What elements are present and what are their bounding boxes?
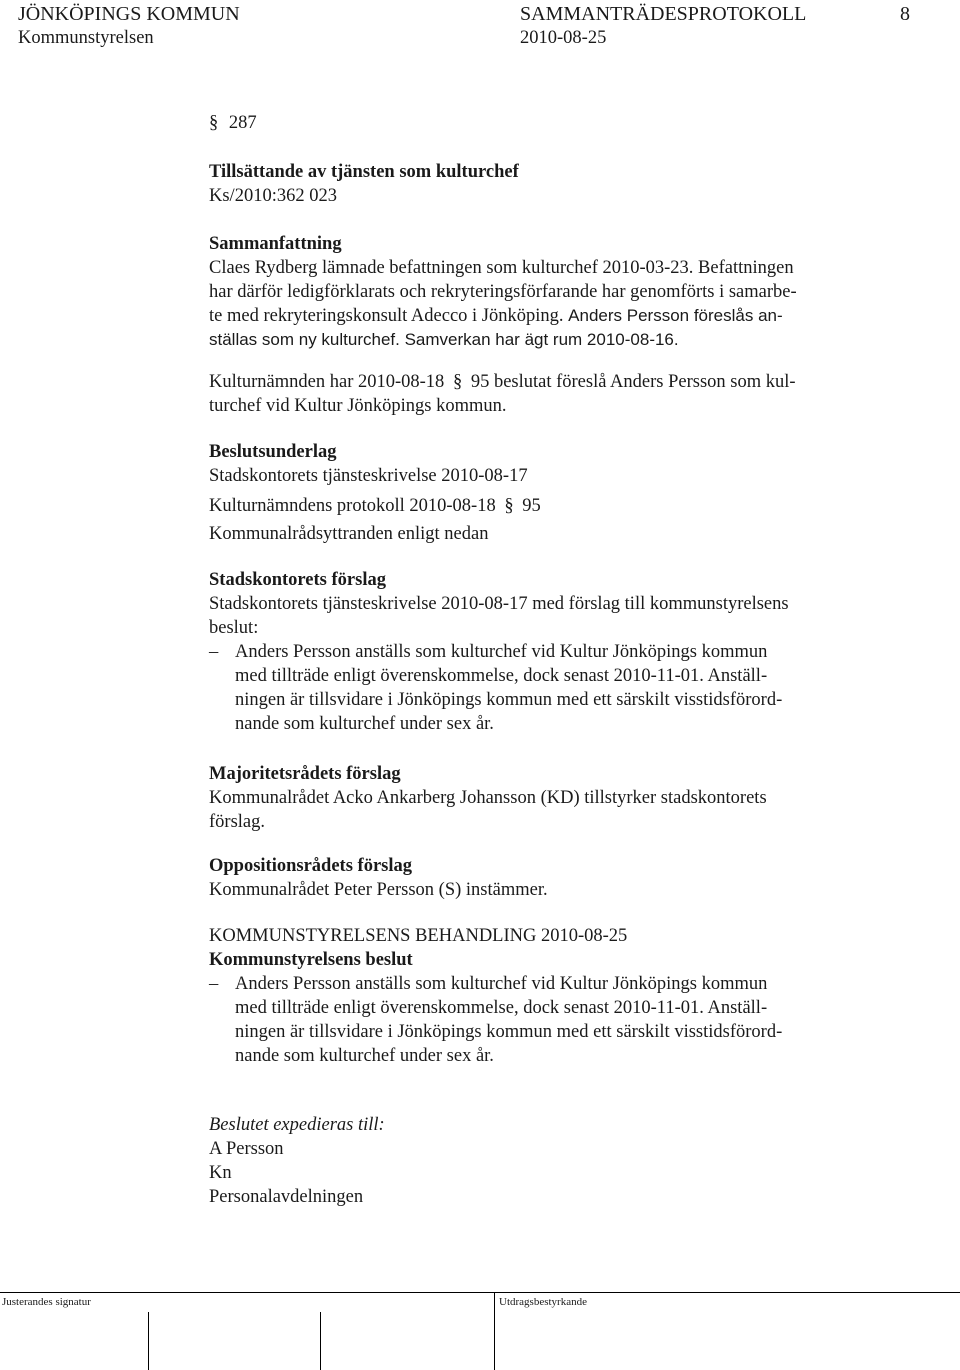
kulturnamnd-line-1-post: 95 beslutat föreslå Anders Persson som kul- <box>470 372 796 392</box>
stadskontoret-bullet-1: Anders Persson anställs som kulturchef vid Kultur Jönköpings kommun <box>235 642 768 662</box>
section-ref: Ks/2010:362 023 <box>209 186 337 206</box>
behandling-bullet-3: ningen är tillsvidare i Jönköpings kommun med ett särskilt visstidsförord- <box>235 1022 783 1042</box>
section-symbol-inline-2: § <box>504 496 514 516</box>
summary-line-2: har därför ledigförklarats och rekryteringsförfarande har genomförts i samarbe- <box>209 282 797 302</box>
behandling-bullet-1: Anders Persson anställs som kulturchef vid Kultur Jönköpings kommun <box>235 974 768 994</box>
stadskontoret-bullet-2: med tillträde enligt överenskommelse, dock senast 2010-11-01. Anställ- <box>235 666 768 686</box>
signature-box-divider-2 <box>320 1312 321 1370</box>
kulturnamnd-line-1-pre: Kulturnämnden har 2010-08-18 <box>209 372 445 392</box>
behandling-bullet-2: med tillträde enligt överenskommelse, dock senast 2010-11-01. Anställ- <box>235 998 768 1018</box>
summary-line-3 <box>209 304 783 328</box>
behandling-heading: KOMMUNSTYRELSENS BEHANDLING 2010-08-25 <box>209 926 628 946</box>
stadskontoret-line-2: beslut: <box>209 618 259 638</box>
underlag-item-2-post: 95 <box>522 496 541 516</box>
summary-line-1: Claes Rydberg lämnade befattningen som kulturchef 2010-03-23. Befattningen <box>209 258 794 278</box>
underlag-item-3: Kommunalrådsyttranden enligt nedan <box>209 524 489 544</box>
opposition-heading: Oppositionsrådets förslag <box>209 856 413 876</box>
expedieras-heading: Beslutet expedieras till: <box>209 1115 385 1135</box>
majoritet-line-1: Kommunalrådet Acko Ankarberg Johansson (KD) tillstyrker stadskontorets <box>209 788 767 808</box>
majoritet-heading: Majoritetsrådets förslag <box>209 764 401 784</box>
stadskontoret-bullet-3: ningen är tillsvidare i Jönköpings kommun med ett särskilt visstidsförord- <box>235 690 783 710</box>
section-number <box>209 111 257 135</box>
stadskontoret-heading: Stadskontorets förslag <box>209 570 386 590</box>
summary-line-4: ställas som ny kulturchef. Samverkan har ägt rum 2010-08-16. <box>209 330 679 349</box>
underlag-heading: Beslutsunderlag <box>209 442 337 462</box>
footer-attest-label: Utdragsbestyrkande <box>499 1296 587 1308</box>
kulturnamnd-line-2: turchef vid Kultur Jönköpings kommun. <box>209 396 507 416</box>
section-symbol-inline: § <box>452 372 463 392</box>
behandling-subheading: Kommunstyrelsens beslut <box>209 950 413 970</box>
header-doc-type: SAMMANTRÄDESPROTOKOLL <box>520 3 807 25</box>
recipient-3: Personalavdelningen <box>209 1187 364 1207</box>
section-number-value: 287 <box>228 113 257 133</box>
behandling-dash: – <box>209 974 219 994</box>
section-title: Tillsättande av tjänsten som kulturchef <box>209 162 519 182</box>
summary-line-3-serif: te med rekryteringskonsult Adecco i Jönköping. <box>209 306 564 326</box>
stadskontoret-dash: – <box>209 642 219 662</box>
header-org: JÖNKÖPINGS KOMMUN <box>18 3 240 25</box>
underlag-item-2 <box>209 494 541 518</box>
majoritet-line-2: förslag. <box>209 812 265 832</box>
section-symbol: § <box>209 113 219 133</box>
opposition-line-1: Kommunalrådet Peter Persson (S) instämmer. <box>209 880 548 900</box>
summary-line-3-sans: Anders Persson föreslås an- <box>568 306 783 325</box>
footer-signature-label: Justerandes signatur <box>2 1296 91 1308</box>
recipient-1: A Persson <box>209 1139 284 1159</box>
behandling-bullet-4: nande som kulturchef under sex år. <box>235 1046 494 1066</box>
underlag-item-1: Stadskontorets tjänsteskrivelse 2010-08-17 <box>209 466 528 486</box>
signature-box-divider-1 <box>148 1312 149 1370</box>
signature-box-divider-3 <box>494 1292 495 1370</box>
recipient-2: Kn <box>209 1163 232 1183</box>
header-page-number: 8 <box>900 3 910 25</box>
stadskontoret-line-1: Stadskontorets tjänsteskrivelse 2010-08-17 med förslag till kommunstyrelsens <box>209 594 789 614</box>
underlag-item-2-pre: Kulturnämndens protokoll 2010-08-18 <box>209 496 496 516</box>
footer-rule <box>0 1292 960 1293</box>
stadskontoret-bullet-4: nande som kulturchef under sex år. <box>235 714 494 734</box>
kulturnamnd-line-1 <box>209 370 796 394</box>
summary-heading: Sammanfattning <box>209 234 342 254</box>
header-date: 2010-08-25 <box>520 28 607 48</box>
header-body: Kommunstyrelsen <box>18 28 154 48</box>
